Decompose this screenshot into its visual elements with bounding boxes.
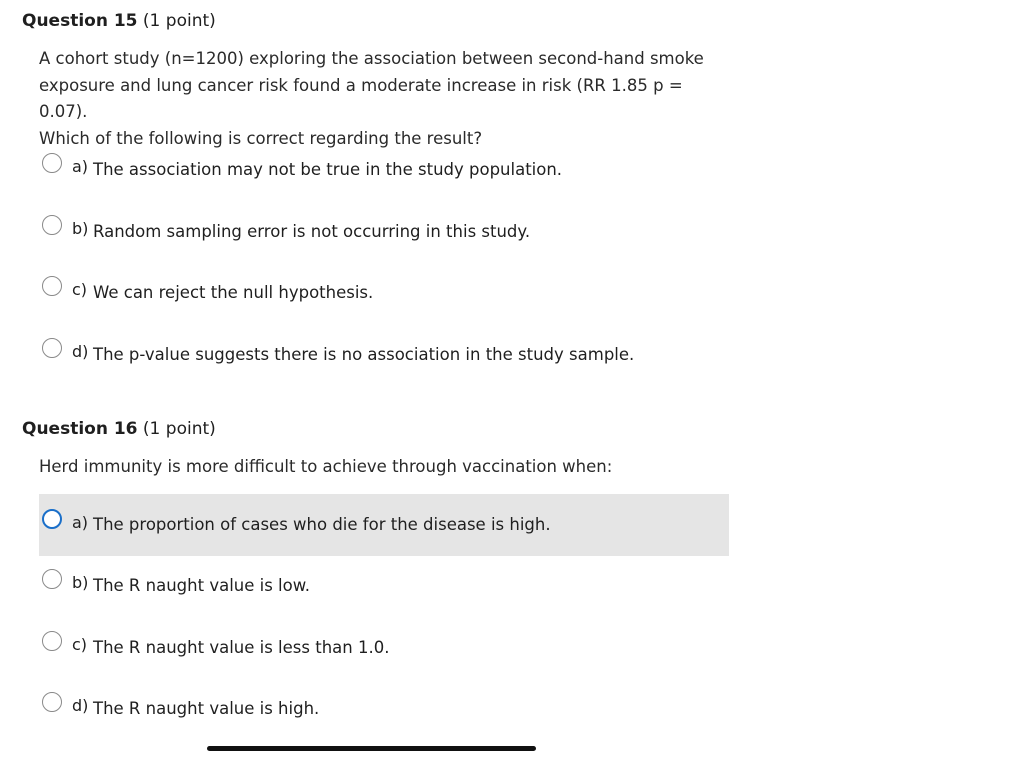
question-15-text xyxy=(39,46,729,152)
question-16-text-line-1: Herd immunity is more difficult to achieve through vaccination when: xyxy=(39,457,613,476)
question-16-title xyxy=(22,418,742,440)
question-16-option-a[interactable] xyxy=(39,494,729,556)
home-indicator xyxy=(207,746,536,751)
radio-button[interactable] xyxy=(42,631,62,651)
question-16 xyxy=(22,418,742,440)
question-16-points: (1 point) xyxy=(142,419,216,439)
option-letter: d) xyxy=(72,696,89,715)
option-letter: a) xyxy=(72,513,89,532)
radio-button[interactable] xyxy=(42,338,62,358)
question-15-option-d[interactable] xyxy=(39,325,729,387)
option-letter: a) xyxy=(72,157,89,176)
option-letter: d) xyxy=(72,342,89,361)
question-15-number: Question 15 xyxy=(22,11,138,31)
question-15-points: (1 point) xyxy=(142,11,216,31)
option-letter: c) xyxy=(72,635,88,654)
radio-button[interactable] xyxy=(42,276,62,296)
option-text[interactable]: We can reject the null hypothesis. xyxy=(93,283,374,302)
option-text[interactable]: Random sampling error is not occurring in this study. xyxy=(93,222,531,241)
question-16-option-d[interactable] xyxy=(39,679,729,741)
question-15-text-line-3: Which of the following is correct regarding the result? xyxy=(39,128,483,148)
option-text[interactable]: The R naught value is low. xyxy=(93,576,310,595)
option-text[interactable]: The proportion of cases who die for the disease is high. xyxy=(93,515,551,534)
radio-button[interactable] xyxy=(42,215,62,235)
question-15-option-b[interactable] xyxy=(39,202,729,264)
option-letter: c) xyxy=(72,280,88,299)
radio-button[interactable] xyxy=(42,569,62,589)
option-letter: b) xyxy=(72,219,89,238)
option-text[interactable]: The association may not be true in the study population. xyxy=(93,160,563,179)
question-16-option-c[interactable] xyxy=(39,618,729,680)
option-text[interactable]: The R naught value is high. xyxy=(93,699,320,718)
option-text[interactable]: The p-value suggests there is no association in the study sample. xyxy=(93,345,635,364)
option-letter: b) xyxy=(72,573,89,592)
question-16-option-b[interactable] xyxy=(39,556,729,618)
option-text[interactable]: The R naught value is less than 1.0. xyxy=(93,638,390,657)
question-15-title xyxy=(22,10,742,32)
question-15 xyxy=(22,10,742,32)
question-16-number: Question 16 xyxy=(22,419,138,439)
radio-button[interactable] xyxy=(42,509,62,529)
question-15-option-a[interactable] xyxy=(39,140,729,202)
radio-button[interactable] xyxy=(42,692,62,712)
question-15-option-c[interactable] xyxy=(39,263,729,325)
question-15-text-line-2: exposure and lung cancer risk found a moderate increase in risk (RR 1.85 p = 0.07). xyxy=(39,75,683,121)
question-15-text-line-1: A cohort study (n=1200) exploring the association between second-hand smoke xyxy=(39,49,704,68)
radio-button[interactable] xyxy=(42,153,62,173)
question-16-text xyxy=(39,454,729,481)
